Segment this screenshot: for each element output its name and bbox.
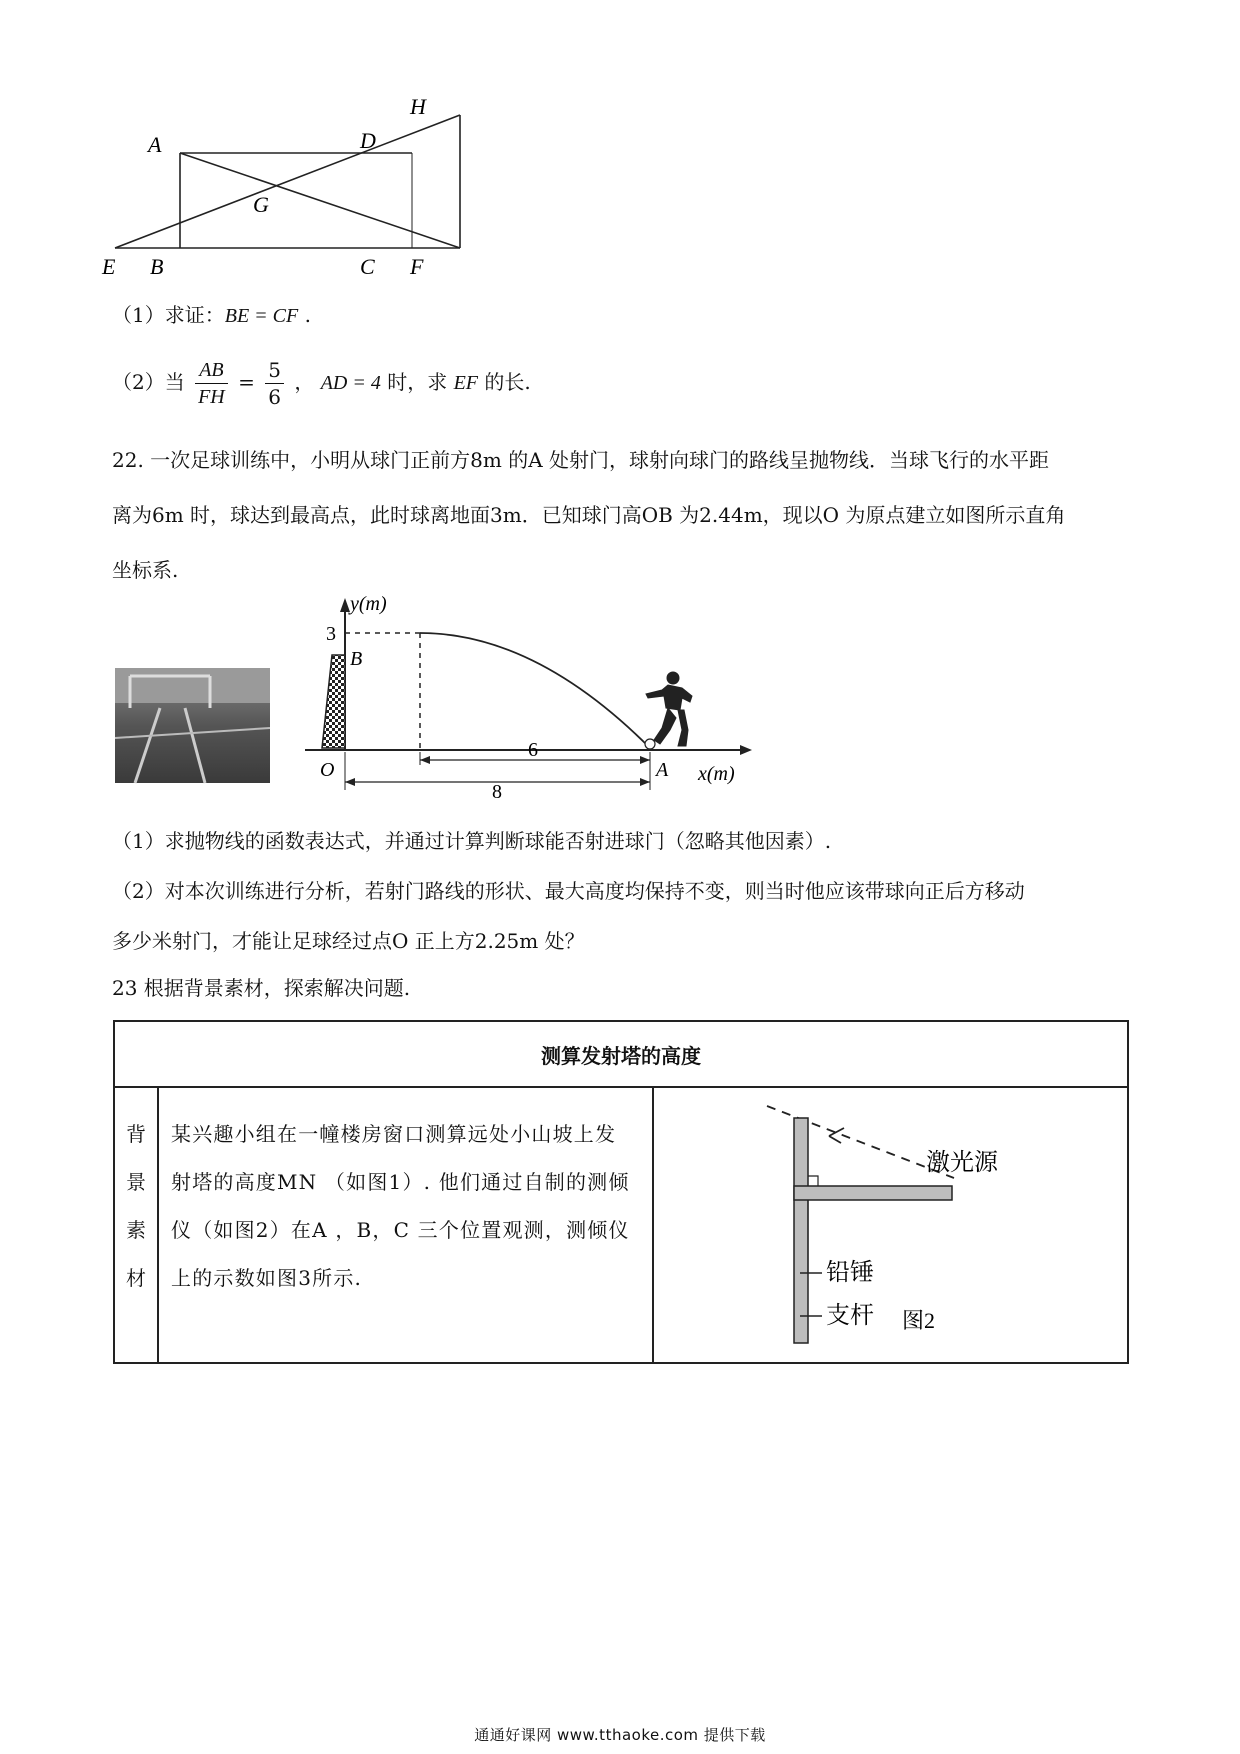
parabola-graph (290, 590, 760, 803)
q21-part2-mid: 时，求 (387, 370, 448, 394)
fraction-denominator: 6 (268, 385, 281, 409)
q22-line1: 22. 一次足球训练中，小明从球门正前方8m 的A 处射门，球射向球门的路线呈抛物线．当球飞行的水平距 (112, 448, 1050, 472)
ad-equation: AD = 4 (320, 372, 381, 394)
table-title: 测算发射塔的高度 (541, 1043, 701, 1068)
table-title-cell (114, 1021, 1128, 1087)
row-label-char: 景 (126, 1170, 146, 1194)
fraction-five-sixths (265, 357, 284, 410)
row-label-char: 素 (126, 1218, 146, 1242)
ball (645, 739, 655, 749)
q21-part1 (112, 300, 311, 331)
label-E: E (102, 254, 116, 279)
label-G: G (253, 192, 269, 217)
background-text-line: 射塔的高度MN （如图1）. 他们通过自制的测倾 (171, 1170, 630, 1194)
q22-line3: 坐标系. (112, 558, 179, 582)
background-text-line: 某兴趣小组在一幢楼房窗口测算远处小山坡上发 (171, 1122, 617, 1146)
goal-post (322, 655, 345, 748)
q21-part1-suffix: . (304, 303, 311, 327)
laser-source-label: 激光源 (926, 1150, 998, 1176)
q23-intro: 23 根据背景素材，探索解决问题. (112, 976, 411, 1000)
fraction-numerator: 5 (265, 357, 284, 384)
q23-table (113, 1020, 1129, 1364)
equals-sign: = (238, 370, 255, 394)
y-axis-label: y(m) (350, 593, 387, 615)
label-C: C (360, 254, 375, 279)
label-B: B (150, 254, 164, 279)
label-F: F (410, 254, 424, 279)
q21-part2-prefix: （2）当 (112, 370, 185, 394)
row-label-cell (114, 1087, 158, 1363)
background-text-line: 仪（如图2）在A ，B，C 三个位置观测，测倾仪 (171, 1218, 630, 1242)
q22-part2-line2: 多少米射门，才能让足球经过点O 正上方2.25m 处？ (112, 929, 585, 953)
q21-part1-prefix: （1）求证： (112, 303, 225, 327)
ef-symbol: EF (453, 372, 479, 394)
soccer-goal-photo (115, 668, 270, 783)
rectangle-diagram (102, 94, 500, 280)
q21-part2 (112, 352, 531, 413)
row-label-char: 材 (126, 1266, 146, 1290)
q22-line2: 离为6m 时，球达到最高点，此时球离地面3m．已知球门高OB 为2.44m，现以O 为原点建立如图所示直角 (112, 503, 1066, 527)
q21-part2-suffix: 的长. (484, 370, 531, 394)
row-label-char: 背 (126, 1122, 146, 1146)
x-axis-label: x(m) (698, 763, 735, 785)
label-O: O (320, 759, 335, 781)
page-footer: 通通好课网 www.tthaoke.com 提供下载 (474, 1726, 766, 1744)
fraction-ab-fh (195, 357, 228, 410)
figure2-cell (653, 1087, 1128, 1363)
figure2-caption: 图2 (902, 1308, 936, 1333)
label-B: B (350, 648, 363, 670)
fraction-denominator: FH (198, 386, 225, 408)
dim-eight: 8 (492, 781, 502, 803)
player-figure (646, 672, 692, 746)
q22-part1: （1）求抛物线的函数表达式，并通过计算判断球能否射进球门（忽略其他因素）. (112, 829, 832, 853)
fraction-numerator: AB (195, 357, 228, 384)
label-A: A (656, 759, 669, 781)
label-H: H (410, 94, 426, 119)
background-text-cell (158, 1087, 653, 1363)
background-text-line: 上的示数如图3所示. (171, 1266, 363, 1290)
dim-six: 6 (528, 739, 538, 761)
inclinometer-diagram (654, 1088, 1124, 1358)
q22-part2-line1: （2）对本次训练进行分析，若射门路线的形状、最大高度均保持不变，则当时他应该带球向正后方移动 (112, 879, 1025, 903)
plumb-label: 铅锤 (826, 1260, 874, 1286)
pole-label: 支杆 (826, 1303, 874, 1329)
label-A: A (148, 132, 162, 157)
q21-part1-formula: BE = CF (224, 305, 299, 327)
ball-trajectory (420, 633, 650, 748)
label-D: D (360, 128, 376, 153)
comma: ， (294, 370, 315, 394)
y-tick-3: 3 (326, 623, 336, 645)
